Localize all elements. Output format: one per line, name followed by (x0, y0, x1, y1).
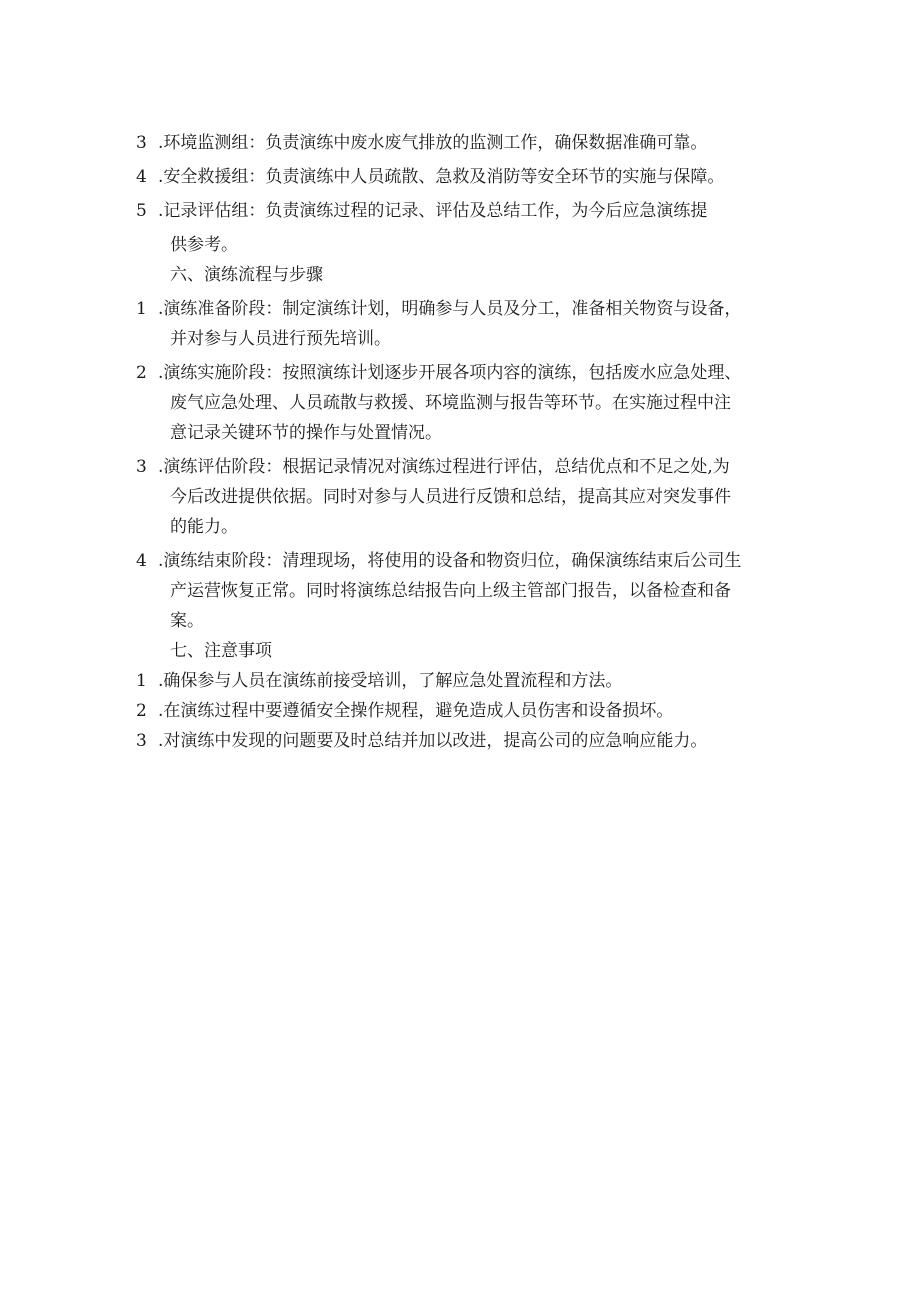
list-item-end-stage (136, 546, 816, 636)
list-text: .在演练过程中要遵循安全操作规程，避免造成人员伤害和设备损坏。 (158, 701, 674, 721)
list-text: .确保参与人员在演练前接受培训，了解应急处置流程和方法。 (158, 671, 623, 691)
section-heading-six: 六、演练流程与步骤 (170, 265, 323, 285)
list-text: .演练结束阶段：清理现场，将使用的设备和物资归位，确保演练结束后公司生 产运营恢复正常。同时将演练总结报告向上级主管部门报告，以备检查和备 案。 (158, 551, 742, 631)
list-item-record-eval (136, 196, 816, 260)
list-text: .演练准备阶段：制定演练计划，明确参与人员及分工，准备相关物资与设备， 并对参与人员进行预先培训。 (158, 299, 742, 349)
list-text: .安全救援组：负责演练中人员疏散、急救及消防等安全环节的实施与保障。 (158, 167, 725, 187)
list-number: 3 (136, 457, 147, 477)
list-number: 2 (136, 363, 147, 383)
list-number: 3 (136, 133, 147, 153)
list-number: 2 (136, 701, 147, 721)
list-item-safety-rules (136, 696, 816, 726)
list-number: 4 (136, 551, 147, 571)
list-item-impl-stage (136, 358, 816, 448)
section-heading-seven: 七、注意事项 (170, 641, 272, 661)
list-item-prep-stage (136, 294, 816, 354)
list-text: .演练评估阶段：根据记录情况对演练过程进行评估，总结优点和不足之处,为 今后改进提供依据。同时对参与人员进行反馈和总结，提高其应对突发事件 的能力。 (158, 457, 731, 537)
list-text: .演练实施阶段：按照演练计划逐步开展各项内容的演练，包括废水应急处理、 废气应急处理、人员疏散与救援、环境监测与报告等环节。在实施过程中注 意记录关键环节的操作与处置情况。 (158, 363, 742, 443)
list-item-training (136, 666, 816, 696)
list-item-improvement (136, 726, 816, 756)
list-item-safety-rescue (136, 162, 816, 192)
list-number: 5 (136, 201, 147, 221)
list-number: 1 (136, 671, 147, 691)
list-text: .对演练中发现的问题要及时总结并加以改进，提高公司的应急响应能力。 (158, 731, 708, 751)
list-item-env-monitoring (136, 128, 816, 158)
document-content (136, 128, 816, 756)
list-item-eval-stage (136, 452, 816, 542)
list-number: 4 (136, 167, 147, 187)
list-number: 1 (136, 299, 147, 319)
list-text: .记录评估组：负责演练过程的记录、评估及总结工作，为今后应急演练提 供参考。 (158, 201, 708, 255)
list-number: 3 (136, 731, 147, 751)
list-text: .环境监测组：负责演练中废水废气排放的监测工作，确保数据准确可靠。 (158, 133, 708, 153)
